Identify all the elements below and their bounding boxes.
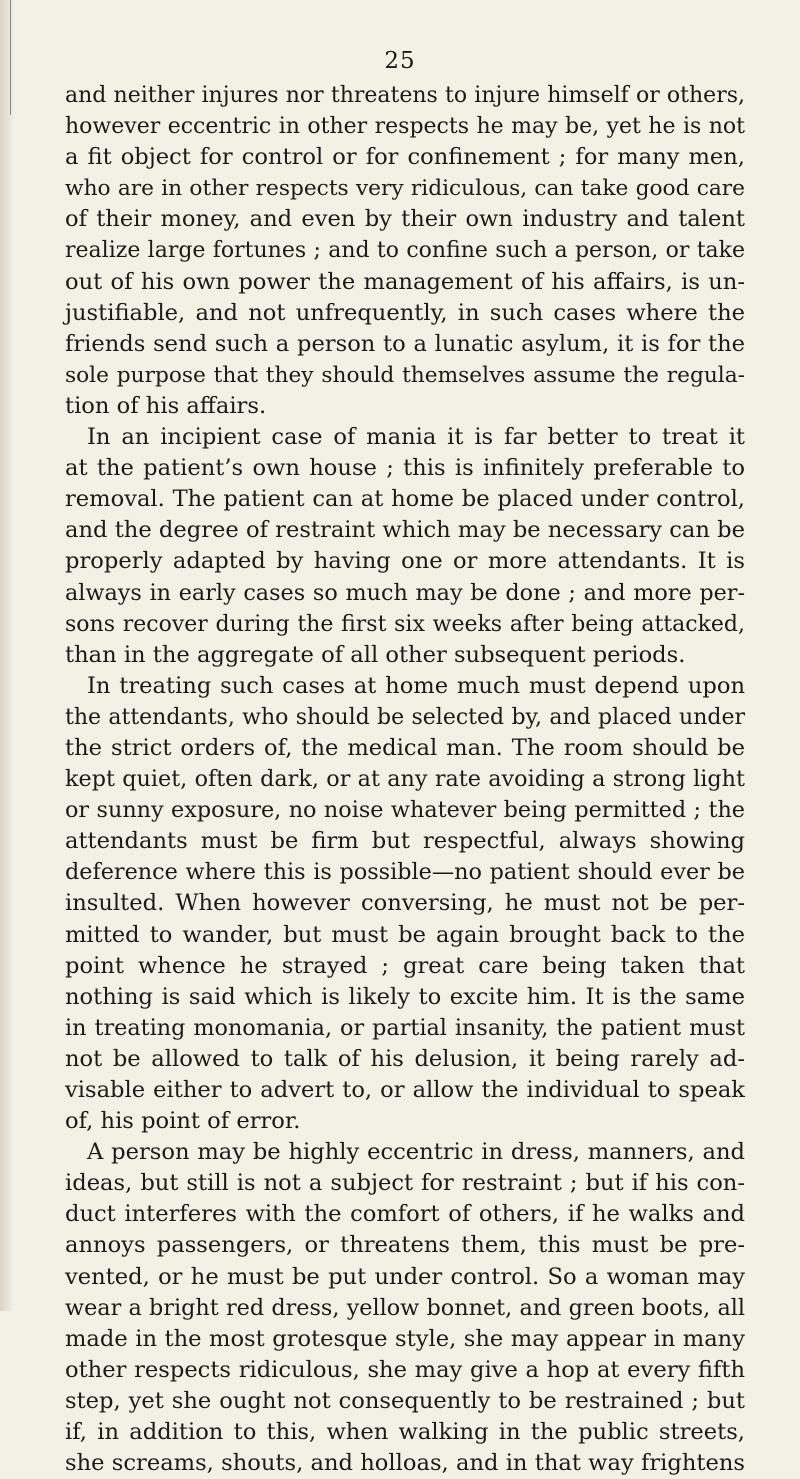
text-line: who are in other respects very ridiculous, can take good care	[65, 176, 745, 202]
text-line: the strict orders of, the medical man. The room should be	[65, 734, 745, 761]
text-line: or sunny exposure, no noise whatever being permitted ; the	[65, 797, 745, 824]
text-line: A person may be highly eccentric in dress, manners, and	[87, 1139, 745, 1166]
text-line: a fit object for control or for confinement ; for many men,	[65, 144, 745, 171]
text-line: In an incipient case of mania it is far better to treat it	[87, 424, 745, 451]
text-line: of, his point of error.	[65, 1108, 301, 1135]
text-line: sons recover during the first six weeks after being attacked,	[65, 611, 745, 637]
text-line: removal. The patient can at home be placed under control,	[65, 486, 745, 513]
text-line: properly adapted by having one or more attendants. It is	[65, 548, 745, 575]
text-line: in treating monomania, or partial insanity, the patient must	[65, 1014, 745, 1041]
text-line: nothing is said which is likely to excite him. It is the same	[65, 983, 745, 1010]
text-line: of their money, and even by their own industry and talent	[65, 206, 745, 233]
text-line: made in the most grotesque style, she may appear in many	[65, 1325, 745, 1352]
text-line: wear a bright red dress, yellow bonnet, and green boots, all	[65, 1294, 745, 1321]
text-line: insulted. When however conversing, he must not be per-	[65, 890, 745, 917]
text-line: ideas, but still is not a subject for restraint ; but if his con-	[65, 1170, 745, 1197]
text-line: justifiable, and not unfrequently, in such cases where the	[65, 299, 745, 326]
text-line: the attendants, who should be selected by, and placed under	[65, 704, 745, 730]
text-line: if, in addition to this, when walking in the public streets,	[65, 1419, 745, 1446]
text-line: and the degree of restraint which may be necessary can be	[65, 517, 745, 544]
text-line: tion of his affairs.	[65, 392, 267, 419]
text-line: realize large fortunes ; and to confine such a person, or take	[65, 238, 745, 264]
page-binding-edge	[0, 0, 14, 1311]
text-line: annoys passengers, or threatens them, this must be pre-	[65, 1232, 745, 1259]
text-line: kept quiet, often dark, or at any rate avoiding a strong light	[65, 766, 745, 793]
text-line: duct interferes with the comfort of others, if he walks and	[65, 1201, 745, 1228]
text-line: visable either to advert to, or allow the individual to speak	[65, 1077, 745, 1103]
text-line: step, yet she ought not consequently to be restrained ; but	[65, 1387, 745, 1414]
text-line: always in early cases so much may be done ; and more per-	[65, 579, 745, 606]
text-line: deference where this is possible—no patient should ever be	[65, 859, 745, 886]
text-line: and neither injures nor threatens to injure himself or others,	[65, 83, 745, 108]
text-line: vented, or he must be put under control. So a woman may	[65, 1263, 745, 1290]
text-line: friends send such a person to a lunatic asylum, it is for the	[65, 330, 745, 357]
text-line: however eccentric in other respects he may be, yet he is not	[65, 114, 745, 140]
text-line: mitted to wander, but must be again brought back to the	[65, 921, 745, 948]
text-line: other respects ridiculous, she may give a hop at every fifth	[65, 1356, 745, 1383]
text-line: sole purpose that they should themselves assume the regula-	[65, 362, 745, 388]
text-line: In treating such cases at home much must depend upon	[87, 672, 745, 699]
body-text	[65, 80, 745, 1479]
text-line: at the patient’s own house ; this is infinitely preferable to	[65, 455, 745, 482]
page-number: 25	[384, 48, 416, 74]
text-line: attendants must be firm but respectful, always showing	[65, 828, 745, 855]
text-line: not be allowed to talk of his delusion, it being rarely ad-	[65, 1045, 745, 1072]
text-line: than in the aggregate of all other subsequent periods.	[65, 641, 686, 668]
text-line: out of his own power the management of his affairs, is un-	[65, 268, 745, 295]
text-line: she screams, shouts, and holloas, and in that way frightens	[65, 1450, 745, 1477]
text-line: point whence he strayed ; great care being taken that	[65, 952, 745, 979]
